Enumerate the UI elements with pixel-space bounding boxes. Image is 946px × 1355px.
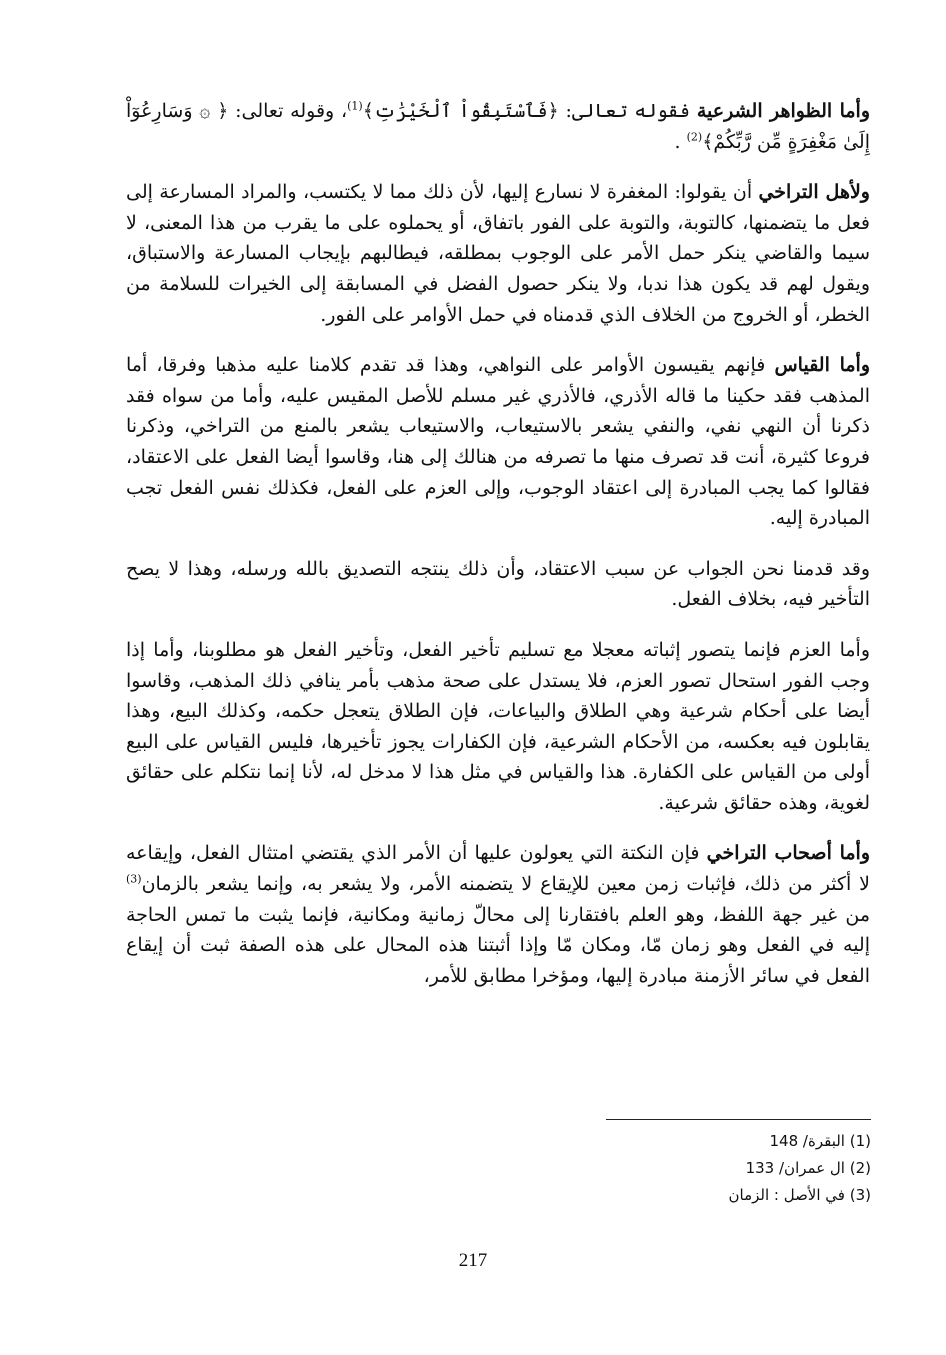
- paragraph-6: [126, 838, 870, 991]
- paragraph-text: وأما العزم فإنما يتصور إثباته معجلا مع تسليم تأخير الفعل، وتأخير الفعل هو مطلوبنا، وأما إذا وجب الفور استحال تصور العزم، فلا يستدل على صحة مذهب بأمر ينافي ذلك المذهب، وقاسوا أيضا على أحكام شرعية وهي الطلاق والبياعات، فإن الطلاق يتعجل حكمه، وكذلك البيع، وهذا يقابلون فيه بعكسه، من الأحكام الشرعية، فإن الكفارات يجوز تأخيرها، فليس القياس على البيع أولى من القياس على الكفارة. هذا والقياس في مثل هذا لا مدخل له، لأنا إنما نتكلم على حقائق لغوية، وهذه حقائق شرعية.: [126, 638, 870, 814]
- footnote-2: (2) ال عمران/ 133: [745, 1159, 871, 1177]
- paragraph-text: فقوله تعالى: ﴿فَٱسْتَبِقُواْ ٱلْخَيْرَٰتِ﴾: [362, 100, 697, 122]
- paragraph-text: فإن النكتة التي يعولون عليها أن الأمر الذي يقتضي امتثال الفعل، وإيقاعه لا أكثر من ذلك، فإثبات زمن معين للإيقاع لا يتضمنه الأمر، ولا يشعر به، وإنما يشعر بالزمان: [126, 842, 870, 896]
- paragraph-1: [126, 96, 870, 157]
- footnote-ref-3: (3): [126, 872, 142, 886]
- paragraph-text: وقد قدمنا نحن الجواب عن سبب الاعتقاد، وأن ذلك ينتجه التصديق بالله ورسله، وهذا لا يصح التأخير فيه، بخلاف الفعل.: [126, 557, 870, 611]
- footnote-ref-2: (2): [686, 130, 703, 144]
- paragraph-lead: وأما الظواهر الشرعية: [696, 100, 870, 122]
- footnote-divider: [606, 1119, 871, 1120]
- paragraph-text: من غير جهة اللفظ، وهو العلم بافتقارنا إلى محالّ زمانية ومكانية، فإنما يثبت ما تمس الحاجة إليه في الفعل وهو زمان مّا، ومكان مّا وإذا أثبتنا هذه المحال على هذه الصفة ثبت أن إيقاع الفعل في سائر الأزمنة مبادرة إليها، ومؤخرا مطابق للأمر،: [126, 903, 870, 987]
- footnotes: [560, 1128, 871, 1209]
- main-text: [126, 96, 870, 1011]
- footnote-ref-1: (1): [347, 99, 363, 113]
- paragraph-lead: ولأهل التراخي: [758, 181, 870, 204]
- paragraph-lead: وأما القياس: [774, 354, 870, 377]
- footnote-1: (1) البقرة/ 148: [769, 1132, 871, 1150]
- paragraph-text: فإنهم يقيسون الأوامر على النواهي، وهذا قد تقدم كلامنا عليه مذهبا وفرقا، أما المذهب فقد حكينا ما قاله الأذري، فالأذري غير مسلم للأصل المقيس عليه، وأما من سواه فقد ذكرنا أن النهي نفي، والنفي يشعر بالاستيعاب، والاستيعاب يشعر بالمنع من التراخي، وذكرنا فروعا كثيرة، أنت قد تصرف منها ما تصرفه من هنالك إلى هنا، وقاسوا أيضا الفعل على الاعتقاد، فقالوا كما يجب المبادرة إلى اعتقاد الوجوب، وإلى العزم على الفعل، فكذلك نفس الفعل تجب المبادرة إليه.: [126, 354, 870, 530]
- page-number: 217: [458, 1250, 488, 1271]
- paragraph-2: [126, 177, 870, 330]
- paragraph-5: [126, 635, 870, 819]
- footnote-3: (3) في الأصل : الزمان: [728, 1186, 871, 1204]
- paragraph-3: [126, 350, 870, 534]
- paragraph-4: [126, 554, 870, 615]
- paragraph-lead: وأما أصحاب التراخي: [706, 842, 870, 865]
- paragraph-text: أن يقولوا: المغفرة لا نسارع إليها، لأن ذلك مما لا يكتسب، والمراد المسارعة إلى فعل ما يتضمنها، كالتوبة، والتوبة على الفور باتفاق، أو يحملوه على ما يقرب من هذا المعنى، لا سيما والقاضي ينكر حمل الأمر على الوجوب بمطلقه، فيطالبهم بإيجاب المسارعة والاستباق، ويقول لهم قد يكون هذا ندبا، ولا ينكر حصول الفضل في المسابقة إلى الخيرات للسلامة من الخطر، أو الخروج من الخلاف الذي قدمناه في حمل الأوامر على الفور.: [126, 181, 870, 326]
- paragraph-text: ، وقوله تعالى: ﴿ ۞ وَسَارِعُوٓاْ إِلَىٰ مَغْفِرَةٍ مِّن رَّبِّكُمْ﴾: [126, 100, 870, 153]
- paragraph-text: .: [674, 130, 687, 153]
